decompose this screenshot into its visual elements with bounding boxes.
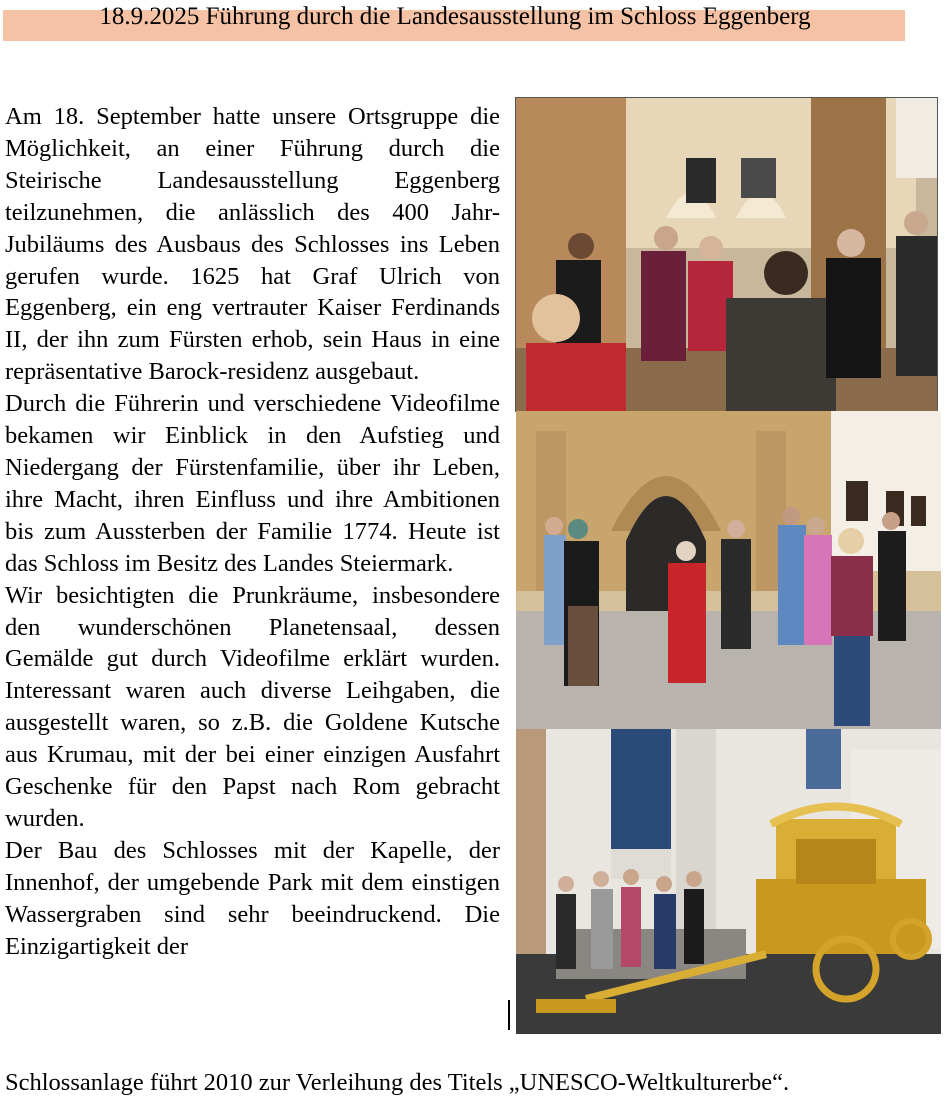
group-photo-arcade-icon — [516, 98, 937, 411]
golden-carriage-icon — [516, 729, 941, 1034]
paragraph-2: Durch die Führerin und verschiedene Videofilme bekamen wir Einblick in den Aufstieg und Niedergang der Fürstenfamilie, über ihr Leben, ihre Macht, ihren Einfluss und ihre Ambitionen bis zum Aussterben der Familie 1774. Heute ist das Schloss im Besitz des Landes Steiermark. — [5, 390, 500, 577]
paragraph-4: Der Bau des Schlosses mit der Kapelle, der Innenhof, der umgebende Park mit dem einstigen Wassergraben sind sehr beeindruckend. Die Einzigartigkeit der — [5, 836, 500, 960]
closing-line: Schlossanlage führt 2010 zur Verleihung des Titels „UNESCO-Weltkulturerbe“. — [5, 1069, 790, 1096]
paragraph-1: Am 18. September hatte unsere Ortsgruppe die Möglichkeit, an einer Führung durch die Steirische Landesausstellung Eggenberg teilzunehmen, die anlässlich des 400 Jahr-Jubiläums des Ausbaus des Schlosses ins Leben gerufen wurde. 1625 hat Graf Ulrich von Eggenberg, ein eng vertrauter Kaiser Ferdinands II, der ihn zum Fürsten erhob, sein Haus in eine repräsentative Barock-residenz ausgebaut. — [5, 103, 500, 386]
article-body — [5, 101, 500, 962]
text-cursor — [508, 1000, 510, 1030]
paragraph-3: Wir besichtigten die Prunkräume, insbesondere den wunderschönen Planetensaal, dessen Gemälde gut durch Videofilme erklärt wurden. Interessant waren auch diverse Leihgaben, die ausgestellt waren, so z.B. die Goldene Kutsche aus Krumau, mit der bei einer einzigen Ausfahrt Geschenke für den Papst nach Rom gebracht wurden. — [5, 581, 500, 832]
group-photo-courtyard-icon — [516, 411, 941, 729]
page-title: 18.9.2025 Führung durch die Landesausstellung im Schloss Eggenberg — [99, 3, 811, 30]
